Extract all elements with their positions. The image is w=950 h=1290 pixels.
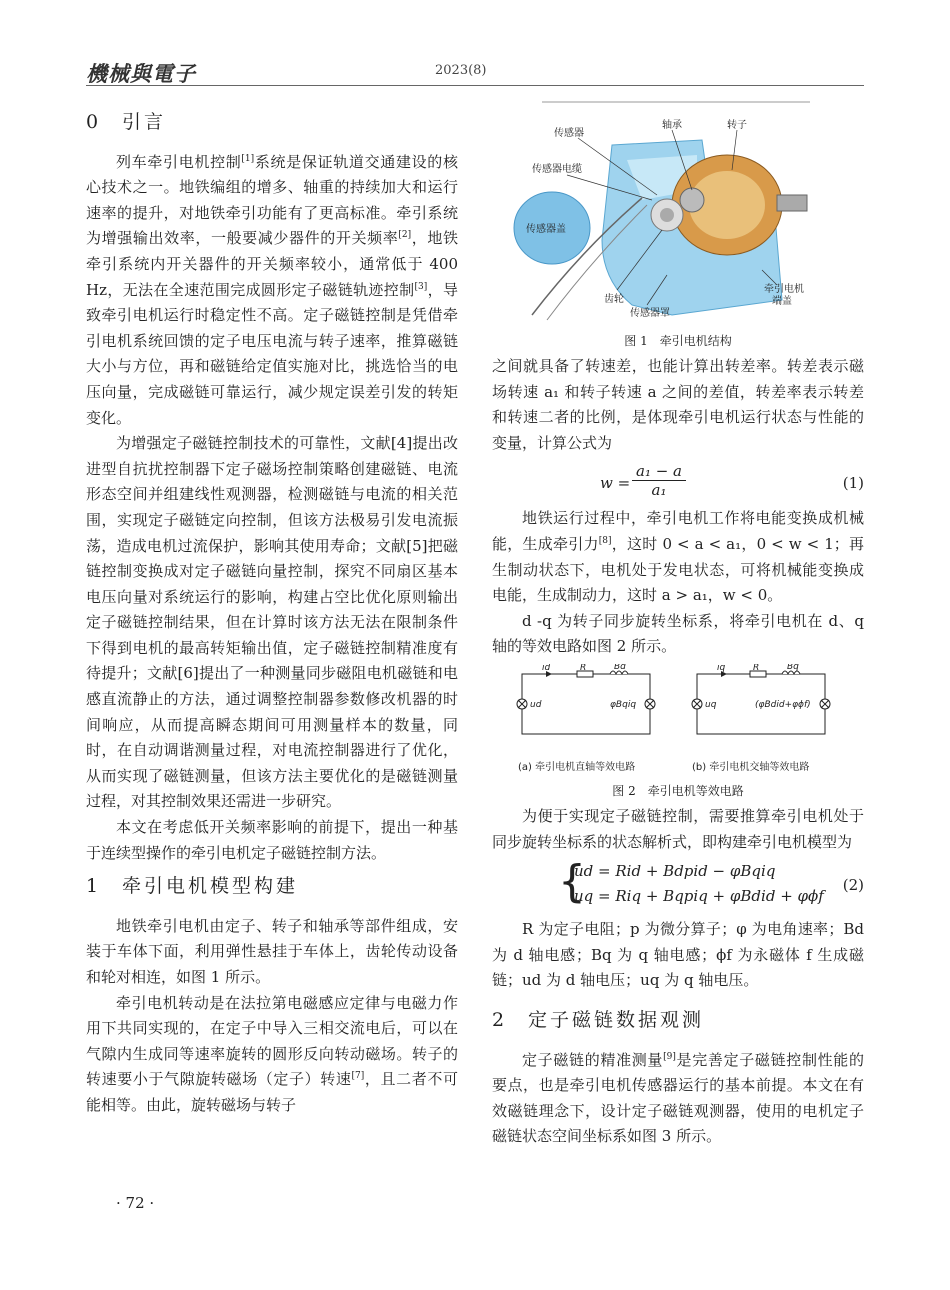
caption-a: (a) 牵引电机直轴等效电路 xyxy=(518,761,636,773)
label-uq: uq xyxy=(705,699,717,710)
figure-2-caption: 图 2 牵引电机等效电路 xyxy=(612,783,744,798)
paragraph-8: d -q 为转子同步旋转坐标系，将牵引电机在 d、q 轴的等效电路如图 2 所示。 xyxy=(492,611,864,656)
figure-1 xyxy=(492,100,864,330)
label-endcap: 端盖 xyxy=(772,296,792,307)
figure-1-caption: 图 1 牵引电机结构 xyxy=(624,334,732,348)
issue-number: 2023(8) xyxy=(435,63,487,78)
left-column xyxy=(86,100,458,1119)
label-sensor-shield: 传感器罩 xyxy=(630,308,670,319)
label-bd: Bd xyxy=(614,663,626,672)
equivalent-circuit-diagram xyxy=(492,664,864,780)
label-gear: 齿轮 xyxy=(604,294,624,305)
label-rotor: 转子 xyxy=(727,120,747,131)
paragraph-5: 牵引电机转动是在法拉第电磁感应定律与电磁力作用下共同实现的，在定子中导入三相交流电后，可以在气隙内生成同等速率旋转的圆形反向转动磁场。转子的转速要小于气隙旋转磁场（定子）转速[7]，且二者不可能相等。由此，旋转磁场与转子 xyxy=(86,993,458,1114)
equation-1: w = $\frac{\text{a₁ − a}}{\text{a₁}}$ (1) xyxy=(600,462,864,500)
section-0-heading: 0 引言 xyxy=(86,111,167,133)
right-column xyxy=(492,100,864,1150)
label-sensor-cover: 传感器盖 xyxy=(526,224,566,235)
paragraph-6: 之间就具备了转速差，也能计算出转差率。转差表示磁场转速 a₁ 和转子转速 a 之间的差值，转差率表示转差和转速二者的比例，是体现牵引电机运行状态与性能的变量，计算公式为 xyxy=(492,357,864,452)
label-sensor-cable: 传感器电缆 xyxy=(532,164,582,175)
label-r-a: R xyxy=(580,663,587,673)
paragraph-4: 地铁牵引电机由定子、转子和轴承等部件组成，安装于车体下面，利用弹性悬挂于车体上，齿轮传动设备和轮对相连，如图 1 所示。 xyxy=(86,916,458,986)
paragraph-1: 列车牵引电机控制[1]系统是保证轨道交通建设的核心技术之一。地铁编组的增多、轴重的持续加大和运行速率的提升，对地铁牵引功能有了更高标准。牵引系统为增强输出效率，一般要减少器件的开关频率[2]，地铁牵引系统内开关器件的开关频率较小，通常低于 400 Hz，无法在全速范围完成圆形定子磁链轨迹控制[3]，导致牵引电机运行时稳定性不高。定子磁链控制是凭借牵引电机系统回馈的定子电压电流与转子速率，推算磁链大小与方位，再和磁链给定值实施对比，挑选恰当的电压向量，完成磁链可靠运行，减少规定误差引发的转矩变化。 xyxy=(86,152,458,427)
paragraph-3: 本文在考虑低开关频率影响的前提下，提出一种基于连续型操作的牵引电机定子磁链控制方法。 xyxy=(86,818,458,862)
label-r-b: R xyxy=(753,663,760,673)
figure-2 xyxy=(492,664,864,780)
paragraph-7: 地铁运行过程中，牵引电机工作将电能变换成机械能，生成牵引力[8]，这时 0 < a < a₁，0 < w < 1；再生制动状态下，电机处于发电状态，可将机械能变换成电能，生成制动力，这时 a > a₁，w < 0。 xyxy=(492,509,864,605)
label-ud: ud xyxy=(530,699,542,710)
page-number: · 72 · xyxy=(116,1194,155,1212)
paragraph-2: 为增强定子磁链控制技术的可靠性，文献[4]提出改进型自抗扰控制器下定子磁场控制策略创建磁链、电流形态空间并组建线性观测器，检测磁链与电流的相关范围，实现定子磁链定向控制，但该方法极易引发电流振荡，造成电机过流保护，影响其使用寿命；文献[5]把磁链控制变换成对定子磁链向量控制，探究不同扇区基本电压向量对系统运行的影响，构建占空比优化原则输出定子磁链控制结果，但在计算时该方法无法在限制条件下得到电机的最高转矩输出值，定子磁链控制精准度有待提升；文献[6]提出了一种测量同步磁阻电机磁链和电感直流静止的方法，通过调整控制器参数修改机器的时间响应，从而提高瞬态期间可用测量样本的数量，同时，在自动调谐测量过程，对电流控制器进行了优化，从而实现了磁链测量，但该方法主要优化的是磁链测量过程，对其控制效果还需进一步研究。 xyxy=(86,434,459,811)
caption-b: (b) 牵引电机交轴等效电路 xyxy=(692,761,810,773)
label-bq: Bq xyxy=(787,663,799,672)
label-src-a: φBqiq xyxy=(610,699,637,710)
label-bearing: 轴承 xyxy=(662,120,682,131)
section-1-heading: 1 牵引电机模型构建 xyxy=(86,875,299,898)
paragraph-11: 定子磁链的精准测量[9]是完善定子磁链控制性能的要点，也是牵引电机传感器运行的基本前提。本文在有效磁链理念下，设计定子磁链观测器，使用的电机定子磁链状态空间坐标系如图 3 所示。 xyxy=(492,1050,864,1146)
section-2-heading: 2 定子磁链数据观测 xyxy=(492,1008,705,1031)
header-rule xyxy=(86,85,864,86)
label-id: id xyxy=(542,663,551,673)
label-motor: 牵引电机 xyxy=(764,284,804,295)
motor-structure-illustration xyxy=(492,100,864,330)
label-src-b: (φBdid+φϕf) xyxy=(755,699,811,710)
label-iq: iq xyxy=(717,663,726,673)
paragraph-9: 为便于实现定子磁链控制，需要推算牵引电机处于同步旋转坐标系的状态解析式，即构建牵引电机模型为 xyxy=(492,806,864,851)
equation-2: { ud = Rid + Bdpid − φBqiq uq = Riq + Bqpiq + φBdid + φϕf (2) xyxy=(558,856,864,908)
journal-logo: 機械與電子 xyxy=(86,61,196,86)
paragraph-10: R 为定子电阻；p 为微分算子；φ 为电角速率；Bd 为 d 轴电感；Bq 为 q 轴电感；ϕf 为永磁体 f 生成磁链；ud 为 d 轴电压；uq 为 q 轴电压。 xyxy=(492,920,864,990)
label-sensor: 传感器 xyxy=(554,128,584,139)
